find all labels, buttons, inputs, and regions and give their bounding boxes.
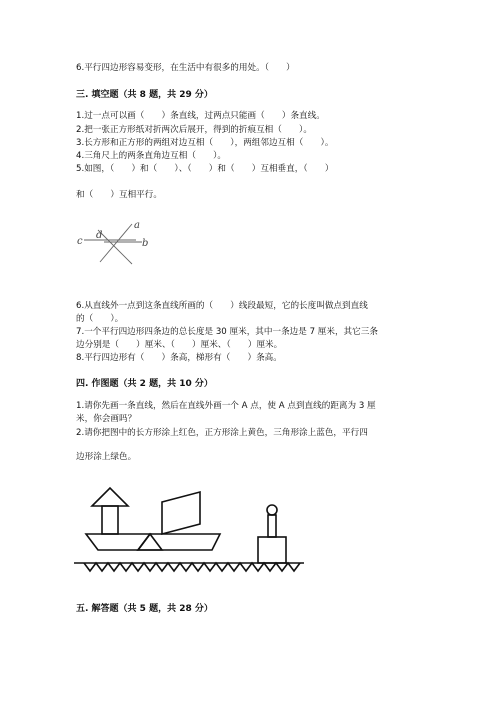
fill-q1: 1.过一点可以画（ ）条直线，过两点只能画（ ）条直线。 xyxy=(76,111,325,121)
fill-q8: 8.平行四边形有（ ）条高，梯形有（ ）条高。 xyxy=(76,353,282,363)
intersecting-lines-figure xyxy=(74,218,164,270)
draw-q2-line1: 2.请你把图中的长方形涂上红色，正方形涂上黄色，三角形涂上蓝色，平行四 xyxy=(76,428,368,438)
label-c: c xyxy=(77,236,83,247)
lighthouse-base-square xyxy=(258,537,286,563)
shapes-coloring-figure xyxy=(72,482,312,578)
tower-rectangle xyxy=(102,506,118,534)
label-a: a xyxy=(134,220,140,231)
fill-q5-line2: 和（ ）互相平行。 xyxy=(76,190,162,200)
draw-q1-line1: 1.请你先画一条直线，然后在直线外画一个 A 点，使 A 点到直线的距离为 3 厘 xyxy=(76,401,376,411)
triangle-roof xyxy=(92,488,128,506)
wave-triangles xyxy=(84,563,300,571)
section-heading-fill-blank: 三. 填空题（共 8 题，共 29 分） xyxy=(76,90,213,100)
fill-q7-line1: 7.一个平行四边形四条边的总长度是 30 厘米，其中一条边是 7 厘米，其它三条 xyxy=(76,327,378,337)
lighthouse-circle xyxy=(267,505,277,515)
sail-parallelogram xyxy=(162,492,200,534)
hull-piece-middle xyxy=(138,534,220,550)
section-heading-drawing: 四. 作图题（共 2 题，共 10 分） xyxy=(76,379,213,389)
fill-q7-line2: 边分别是（ ）厘米、（ ）厘米、（ ）厘米。 xyxy=(76,340,283,350)
draw-q2-line2: 边形涂上绿色。 xyxy=(76,452,137,462)
fill-q6-line1: 6.从直线外一点到这条直线所画的（ ）线段最短，它的长度叫做点到直线 xyxy=(76,301,368,311)
label-d: d xyxy=(96,230,103,241)
section-heading-solve: 五. 解答题（共 5 题，共 28 分） xyxy=(76,604,213,614)
fill-q6-line2: 的（ ）。 xyxy=(76,314,124,324)
label-b: b xyxy=(142,238,149,249)
line-a xyxy=(100,224,132,262)
fill-q3: 3.长方形和正方形的两组对边互相（ ），两组邻边互相（ ）。 xyxy=(76,138,334,148)
judge-q6: 6.平行四边形容易变形，在生活中有很多的用处。（ ） xyxy=(76,63,295,73)
draw-q1-line2: 米，你会画吗？ xyxy=(76,414,137,424)
fill-q2: 2.把一张正方形纸对折两次后展开，得到的折痕互相（ ）。 xyxy=(76,125,312,135)
hull-triangle-inner xyxy=(138,534,162,550)
fill-q5-line1: 5.如图，（ ）和（ ）、（ ）和（ ）互相垂直，（ ） xyxy=(76,164,334,174)
fill-q4: 4.三角尺上的两条直角边互相（ ）。 xyxy=(76,151,226,161)
lighthouse-post-rectangle xyxy=(268,515,276,537)
